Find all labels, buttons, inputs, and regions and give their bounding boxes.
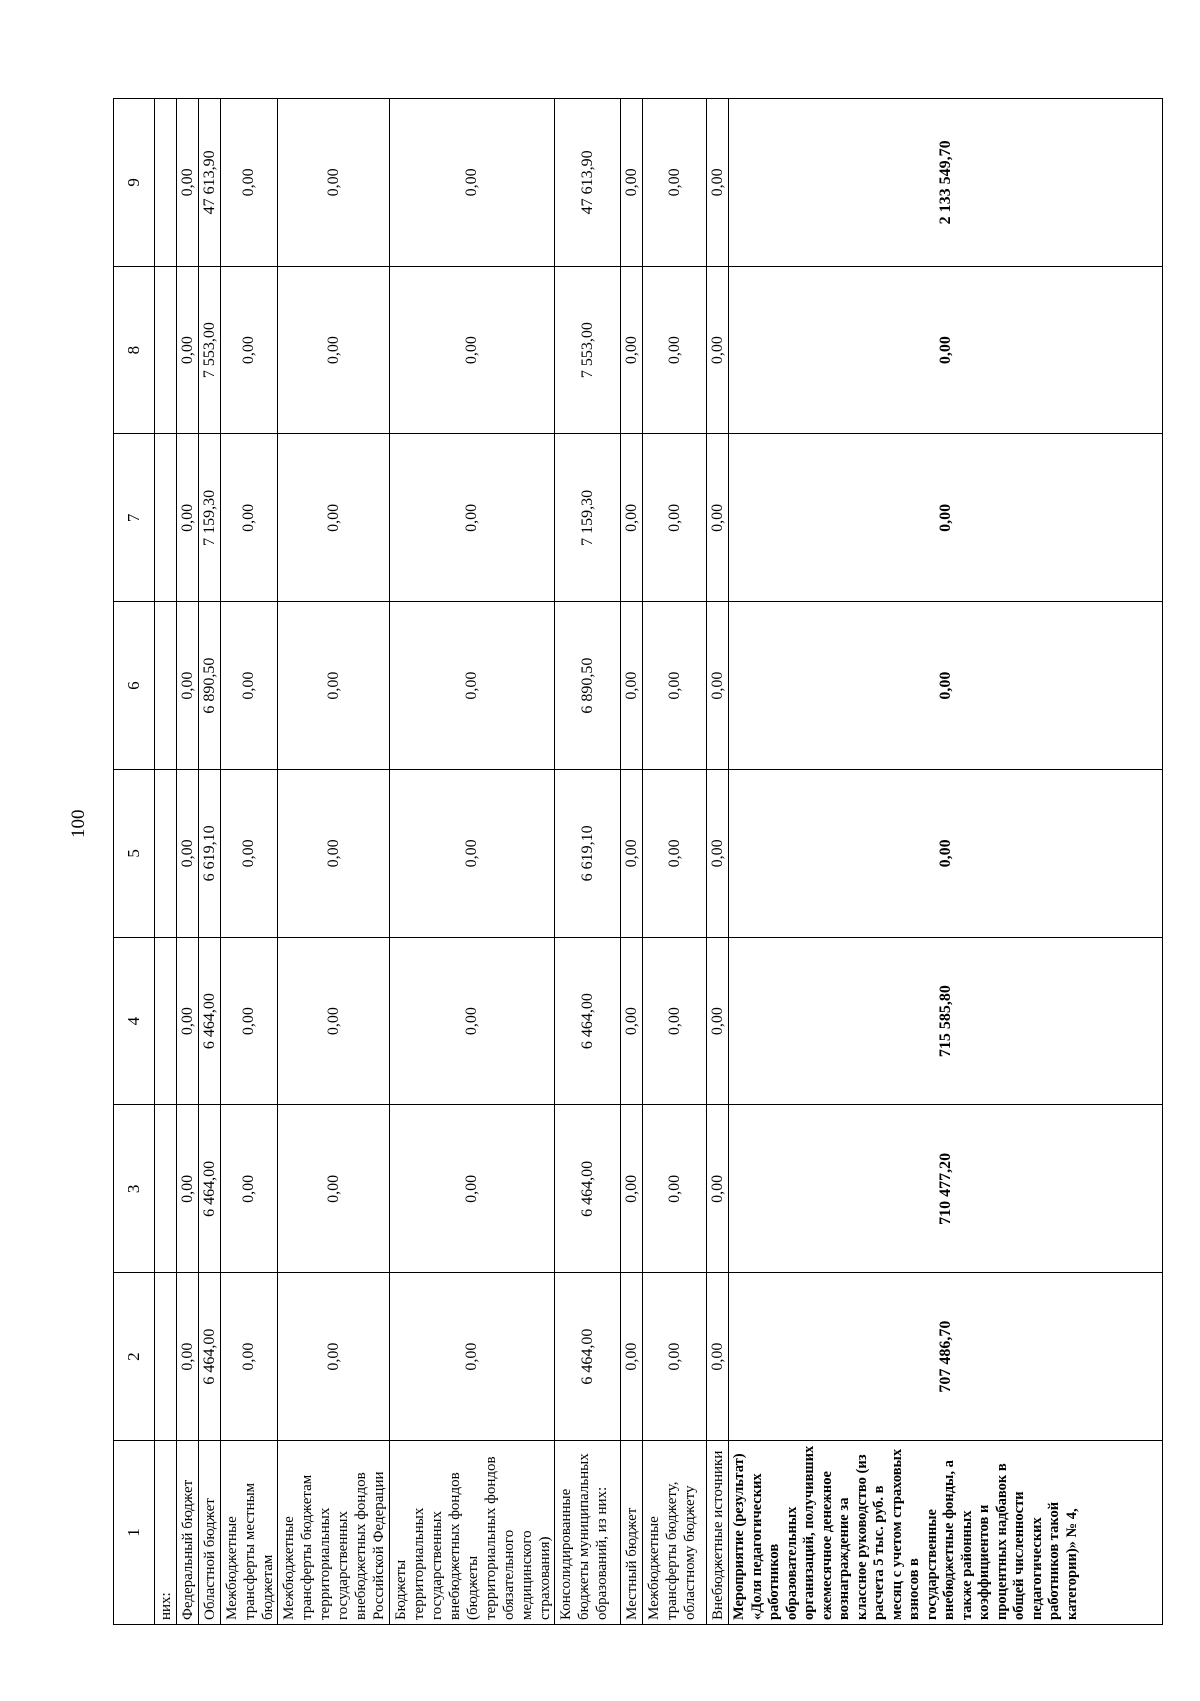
cell: 0,00 xyxy=(390,434,555,602)
header-row xyxy=(114,99,155,1625)
row-label: Федеральный бюджет xyxy=(177,1441,199,1625)
cell: 0,00 xyxy=(221,602,278,770)
table-row-oms-funds xyxy=(390,99,555,1625)
cell: 0,00 xyxy=(278,99,390,267)
cell: 7 159,30 xyxy=(555,434,621,602)
cell: 6 890,50 xyxy=(199,602,221,770)
cell: 6 619,10 xyxy=(555,770,621,938)
cell: 0,00 xyxy=(707,434,729,602)
row-label: Местный бюджет xyxy=(621,1441,643,1625)
budget-table xyxy=(113,98,1163,1625)
cell: 707 486,70 xyxy=(729,1273,1163,1441)
cell: 0,00 xyxy=(278,602,390,770)
row-label: Межбюджетные трансферты местным бюджетам xyxy=(221,1441,278,1625)
cell: 0,00 xyxy=(621,602,643,770)
cell: 0,00 xyxy=(221,1105,278,1273)
cell: 0,00 xyxy=(707,1105,729,1273)
cell xyxy=(155,266,177,434)
table-row-transfers-regional xyxy=(643,99,707,1625)
col-header-5: 5 xyxy=(114,770,155,938)
cell: 0,00 xyxy=(177,266,199,434)
cell: 0,00 xyxy=(221,434,278,602)
cell: 0,00 xyxy=(221,770,278,938)
col-header-4: 4 xyxy=(114,937,155,1105)
table-row-consolidated xyxy=(555,99,621,1625)
cell xyxy=(155,937,177,1105)
table-row-extrabudget xyxy=(707,99,729,1625)
row-label: Межбюджетные трансферты бюджетам территориальных государственных внебюджетных фондов Российской Федерации xyxy=(278,1441,390,1625)
cell: 0,00 xyxy=(707,602,729,770)
cell: 0,00 xyxy=(707,770,729,938)
col-header-2: 2 xyxy=(114,1273,155,1441)
cell: 6 464,00 xyxy=(555,937,621,1105)
cell: 0,00 xyxy=(643,770,707,938)
row-label: Областной бюджет xyxy=(199,1441,221,1625)
col-header-9: 9 xyxy=(114,99,155,267)
cell: 0,00 xyxy=(177,99,199,267)
table-row-transfers-funds xyxy=(278,99,390,1625)
cell xyxy=(155,1105,177,1273)
cell: 0,00 xyxy=(643,1105,707,1273)
cell: 0,00 xyxy=(177,1105,199,1273)
cell: 0,00 xyxy=(390,770,555,938)
cell xyxy=(155,1273,177,1441)
cell: 6 464,00 xyxy=(199,1105,221,1273)
cell: 0,00 xyxy=(278,266,390,434)
page-number: 100 xyxy=(68,809,89,838)
col-header-6: 6 xyxy=(114,602,155,770)
cell: 0,00 xyxy=(278,770,390,938)
cell: 0,00 xyxy=(643,1273,707,1441)
cell xyxy=(155,434,177,602)
cell: 0,00 xyxy=(621,1105,643,1273)
cell xyxy=(155,99,177,267)
cell: 0,00 xyxy=(390,266,555,434)
cell: 6 464,00 xyxy=(555,1105,621,1273)
cell: 0,00 xyxy=(390,99,555,267)
col-header-8: 8 xyxy=(114,266,155,434)
cell: 0,00 xyxy=(177,434,199,602)
cell: 0,00 xyxy=(278,1273,390,1441)
row-label: Консолидированные бюджеты муниципальных образований, из них: xyxy=(555,1441,621,1625)
col-header-7: 7 xyxy=(114,434,155,602)
cell: 0,00 xyxy=(390,1105,555,1273)
cell: 0,00 xyxy=(177,1273,199,1441)
cell: 0,00 xyxy=(221,937,278,1105)
cell: 7 159,30 xyxy=(199,434,221,602)
cell: 0,00 xyxy=(643,937,707,1105)
cell: 0,00 xyxy=(729,266,1163,434)
row-label: Мероприятие (результат) «Доля педагогических работников образовательных организаций, получивших ежемесячное денежное вознаграждение за классное руководство (из расчета 5 тыс. руб. в месяц с учетом страховых взносов в государственные внебюджетные фонды, а также районных коэффициентов и процентных надбавок в общей численности педагогических работников такой категории)» № 4, xyxy=(729,1441,1163,1625)
cell xyxy=(155,770,177,938)
table-row-measure xyxy=(729,99,1163,1625)
row-label: Внебюджетные источники xyxy=(707,1441,729,1625)
cell: 6 890,50 xyxy=(555,602,621,770)
row-label: них: xyxy=(155,1441,177,1625)
table-row-nih xyxy=(155,99,177,1625)
cell: 6 464,00 xyxy=(199,1273,221,1441)
cell: 0,00 xyxy=(729,602,1163,770)
cell: 0,00 xyxy=(621,937,643,1105)
cell: 0,00 xyxy=(729,770,1163,938)
cell: 6 464,00 xyxy=(199,937,221,1105)
cell: 0,00 xyxy=(729,434,1163,602)
cell: 7 553,00 xyxy=(199,266,221,434)
cell: 0,00 xyxy=(621,266,643,434)
cell: 0,00 xyxy=(278,937,390,1105)
cell: 0,00 xyxy=(643,99,707,267)
cell: 2 133 549,70 xyxy=(729,99,1163,267)
cell xyxy=(155,602,177,770)
col-header-1: 1 xyxy=(114,1441,155,1625)
row-label: Бюджеты территориальных государственных внебюджетных фондов (бюджеты территориальных фондов обязательного медицинского страхования) xyxy=(390,1441,555,1625)
cell: 0,00 xyxy=(221,99,278,267)
cell: 0,00 xyxy=(643,602,707,770)
cell: 0,00 xyxy=(621,770,643,938)
cell: 0,00 xyxy=(707,99,729,267)
budget-table-rotated xyxy=(113,98,1163,1625)
cell: 6 464,00 xyxy=(555,1273,621,1441)
cell: 0,00 xyxy=(177,937,199,1105)
cell: 715 585,80 xyxy=(729,937,1163,1105)
cell: 710 477,20 xyxy=(729,1105,1163,1273)
table-row-federal xyxy=(177,99,199,1625)
cell: 0,00 xyxy=(390,937,555,1105)
cell: 7 553,00 xyxy=(555,266,621,434)
cell: 0,00 xyxy=(621,99,643,267)
row-label: Межбюджетные трансферты бюджету, областному бюджету xyxy=(643,1441,707,1625)
col-header-3: 3 xyxy=(114,1105,155,1273)
cell: 6 619,10 xyxy=(199,770,221,938)
cell: 47 613,90 xyxy=(555,99,621,267)
table-row-local xyxy=(621,99,643,1625)
cell: 0,00 xyxy=(643,434,707,602)
cell: 0,00 xyxy=(390,1273,555,1441)
cell: 0,00 xyxy=(707,1273,729,1441)
cell: 0,00 xyxy=(643,266,707,434)
cell: 0,00 xyxy=(177,602,199,770)
cell: 0,00 xyxy=(707,266,729,434)
table-row-transfers-local xyxy=(221,99,278,1625)
cell: 0,00 xyxy=(221,1273,278,1441)
table-row-regional xyxy=(199,99,221,1625)
cell: 0,00 xyxy=(221,266,278,434)
cell: 0,00 xyxy=(390,602,555,770)
cell: 0,00 xyxy=(278,434,390,602)
cell: 0,00 xyxy=(707,937,729,1105)
cell: 0,00 xyxy=(278,1105,390,1273)
cell: 47 613,90 xyxy=(199,99,221,267)
cell: 0,00 xyxy=(621,434,643,602)
cell: 0,00 xyxy=(621,1273,643,1441)
cell: 0,00 xyxy=(177,770,199,938)
